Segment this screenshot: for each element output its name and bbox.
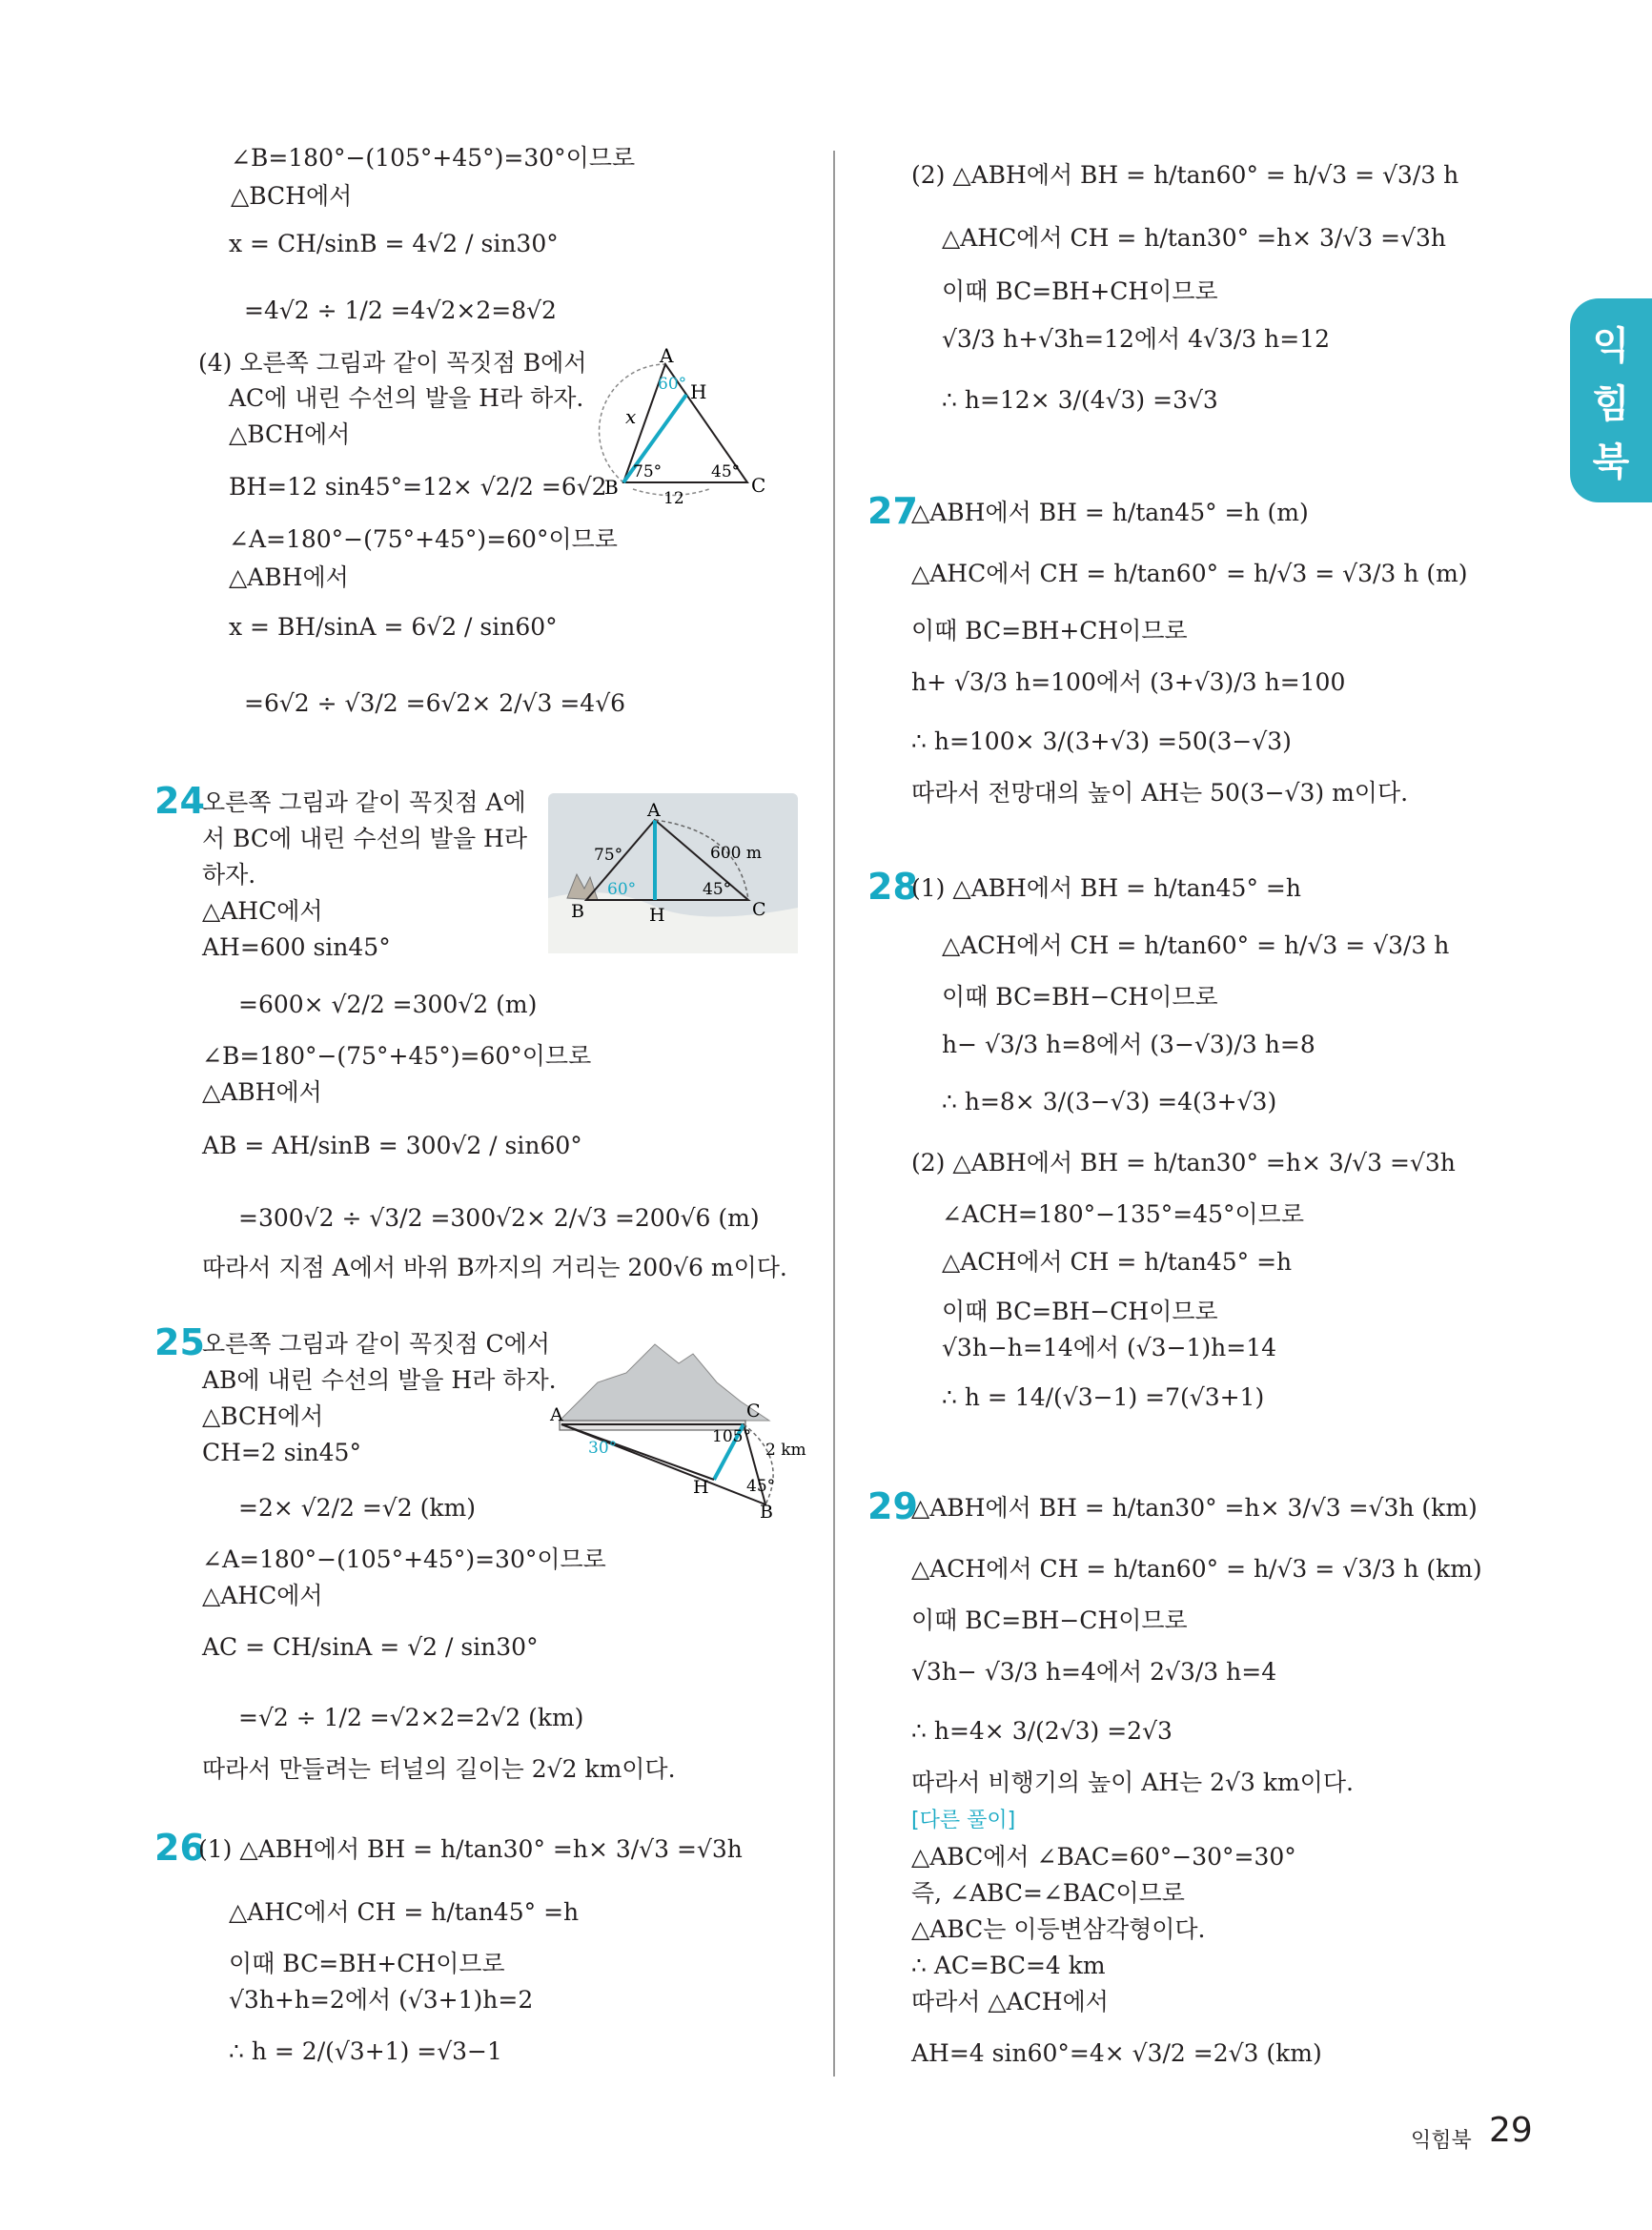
text-line: AH=4 sin60°=4× √3/2 =2√3 (km) — [911, 2039, 1322, 2067]
text-line: 이때 BC=BH−CH이므로 — [911, 1606, 1188, 1634]
text-line: AB에 내린 수선의 발을 H라 하자. — [202, 1366, 557, 1394]
column-divider — [833, 151, 835, 2077]
vertex-label: H — [690, 380, 707, 403]
text-line: ∴ h = 14/(√3−1) =7(√3+1) — [942, 1383, 1265, 1411]
footer-label: 익힘북 — [1411, 2129, 1472, 2153]
text-line: △ABH에서 — [202, 1078, 322, 1106]
text-line: =6√2 ÷ √3/2 =6√2× 2/√3 =4√6 — [244, 689, 626, 717]
text-line: √3/3 h+√3h=12에서 4√3/3 h=12 — [942, 325, 1330, 353]
text-line: △ABH에서 BH = h/tan45° =h (m) — [911, 499, 1309, 526]
text-line: △ABC는 이등변삼각형이다. — [911, 1915, 1206, 1943]
side-tab-char: 북 — [1592, 440, 1630, 484]
text-line: △AHC에서 — [202, 897, 323, 925]
side-tab-char: 익 — [1592, 323, 1630, 368]
vertex-label: B — [571, 901, 584, 922]
text-line: =2× √2/2 =√2 (km) — [238, 1494, 476, 1522]
vertex-label: C — [752, 899, 766, 920]
page-number: 29 — [1489, 2111, 1533, 2150]
problem-number: 25 — [154, 1321, 205, 1363]
text-line: ∴ AC=BC=4 km — [911, 1952, 1106, 1979]
angle-label: 30° — [588, 1439, 618, 1458]
text-line: ∴ h=12× 3/(4√3) =3√3 — [942, 386, 1218, 414]
coast-figure-24 — [548, 793, 798, 953]
text-line: ∠A=180°−(105°+45°)=30°이므로 — [202, 1545, 606, 1573]
angle-label: 60° — [658, 375, 687, 394]
text-line: AB = AH/sinB = 300√2 / sin60° — [202, 1132, 582, 1159]
text-line: BH=12 sin45°=12× √2/2 =6√2 — [229, 473, 607, 501]
text-line: △ABH에서 BH = h/tan30° =h× 3/√3 =√3h (km) — [911, 1494, 1478, 1522]
text-line: AC = CH/sinA = √2 / sin30° — [202, 1633, 539, 1661]
text-line: (1) △ABH에서 BH = h/tan30° =h× 3/√3 =√3h — [198, 1835, 743, 1863]
angle-label: 105° — [712, 1427, 751, 1446]
text-line: △AHC에서 CH = h/tan30° =h× 3/√3 =√3h — [942, 224, 1447, 252]
text-line: 따라서 지점 A에서 바위 B까지의 거리는 200√6 m이다. — [202, 1254, 787, 1281]
text-line: 따라서 비행기의 높이 AH는 2√3 km이다. — [911, 1769, 1354, 1796]
text-line: 즉, ∠ABC=∠BAC이므로 — [911, 1879, 1185, 1907]
text-line: ∴ h = 2/(√3+1) =√3−1 — [229, 2037, 502, 2065]
text-line: ∠ACH=180°−135°=45°이므로 — [942, 1200, 1304, 1228]
text-line: AC에 내린 수선의 발을 H라 하자. — [229, 384, 584, 412]
text-line: =4√2 ÷ 1/2 =4√2×2=8√2 — [244, 297, 557, 324]
triangle-figure-23 — [604, 344, 785, 508]
text-line: 서 BC에 내린 수선의 발을 H라 — [202, 825, 528, 852]
text-line: ∴ h=8× 3/(3−√3) =4(3+√3) — [942, 1088, 1277, 1115]
text-line: (2) △ABH에서 BH = h/tan30° =h× 3/√3 =√3h — [911, 1149, 1456, 1176]
text-line: 이때 BC=BH+CH이므로 — [942, 277, 1218, 305]
vertex-label: C — [746, 1401, 761, 1422]
side-tab — [1570, 298, 1652, 502]
text-line: CH=2 sin45° — [202, 1439, 361, 1466]
text-line: ∠B=180°−(105°+45°)=30°이므로 — [231, 144, 636, 172]
angle-label: 45° — [746, 1477, 776, 1496]
problem-number: 29 — [867, 1485, 918, 1527]
text-line: x = CH/sinB = 4√2 / sin30° — [229, 230, 559, 257]
text-line: (4) 오른쪽 그림과 같이 꼭짓점 B에서 — [198, 349, 587, 377]
text-line: AH=600 sin45° — [202, 933, 391, 961]
text-line: x = BH/sinA = 6√2 / sin60° — [229, 613, 558, 641]
text-line: 이때 BC=BH−CH이므로 — [942, 983, 1218, 1011]
text-line: √3h+h=2에서 (√3+1)h=2 — [229, 1986, 534, 2014]
side-label: x — [625, 405, 637, 428]
text-line: △ABH에서 — [229, 563, 349, 591]
vertex-label: A — [660, 344, 674, 367]
side-tab-char: 힘 — [1592, 381, 1630, 426]
text-line: ∴ h=4× 3/(2√3) =2√3 — [911, 1717, 1173, 1745]
text-line: 따라서 전망대의 높이 AH는 50(3−√3) m이다. — [911, 779, 1409, 807]
alt-solution-label: [다른 풀이] — [911, 1809, 1016, 1832]
text-line: 이때 BC=BH+CH이므로 — [911, 617, 1188, 644]
angle-label: 75° — [633, 462, 663, 481]
vertex-label: A — [647, 800, 661, 821]
text-line: △AHC에서 CH = h/tan60° = h/√3 = √3/3 h (m) — [911, 560, 1468, 587]
text-line: h− √3/3 h=8에서 (3−√3)/3 h=8 — [942, 1031, 1315, 1058]
text-line: 오른쪽 그림과 같이 꼭짓점 A에 — [202, 788, 526, 816]
angle-label: 45° — [711, 462, 741, 481]
text-line: △AHC에서 CH = h/tan45° =h — [229, 1898, 580, 1926]
vertex-label: B — [760, 1502, 773, 1523]
text-line: 따라서 만들려는 터널의 길이는 2√2 km이다. — [202, 1755, 676, 1783]
problem-number: 24 — [154, 780, 205, 822]
text-line: 오른쪽 그림과 같이 꼭짓점 C에서 — [202, 1330, 550, 1358]
text-line: =√2 ÷ 1/2 =√2×2=2√2 (km) — [238, 1704, 584, 1731]
text-line: ∠A=180°−(75°+45°)=60°이므로 — [229, 525, 618, 553]
text-line: △BCH에서 — [202, 1402, 324, 1430]
vertex-label: H — [649, 905, 665, 926]
angle-label: 75° — [594, 846, 623, 865]
text-line: ∴ h=100× 3/(3+√3) =50(3−√3) — [911, 727, 1292, 755]
text-line: 이때 BC=BH+CH이므로 — [229, 1950, 505, 1977]
text-line: 하자. — [202, 861, 256, 889]
text-line: △ABC에서 ∠BAC=60°−30°=30° — [911, 1843, 1296, 1871]
side-label: 600 m — [710, 844, 762, 863]
tunnel-figure-25 — [550, 1335, 806, 1523]
angle-label: 45° — [703, 880, 732, 899]
vertex-label: B — [604, 476, 619, 499]
text-line: h+ √3/3 h=100에서 (3+√3)/3 h=100 — [911, 668, 1346, 696]
text-line: △BCH에서 — [229, 420, 351, 448]
text-line: 이때 BC=BH−CH이므로 — [942, 1298, 1218, 1325]
problem-number: 28 — [867, 866, 918, 908]
text-line: ∠B=180°−(75°+45°)=60°이므로 — [202, 1042, 592, 1070]
text-line: 따라서 △ACH에서 — [911, 1988, 1109, 2015]
text-line: =300√2 ÷ √3/2 =300√2× 2/√3 =200√6 (m) — [238, 1204, 760, 1232]
text-line: △ACH에서 CH = h/tan60° = h/√3 = √3/3 h — [942, 931, 1450, 959]
text-line: =600× √2/2 =300√2 (m) — [238, 991, 538, 1018]
vertex-label: A — [550, 1404, 563, 1425]
text-line: (2) △ABH에서 BH = h/tan60° = h/√3 = √3/3 h — [911, 161, 1459, 189]
problem-number: 27 — [867, 490, 918, 532]
text-line: (1) △ABH에서 BH = h/tan45° =h — [911, 874, 1301, 902]
vertex-label: C — [751, 474, 766, 497]
text-line: √3h−h=14에서 (√3−1)h=14 — [942, 1334, 1277, 1361]
problem-number: 26 — [154, 1827, 205, 1869]
text-line: △ACH에서 CH = h/tan45° =h — [942, 1248, 1293, 1276]
side-label: 2 km — [765, 1441, 806, 1460]
side-label: 12 — [663, 489, 684, 508]
text-line: △AHC에서 — [202, 1582, 323, 1609]
angle-label: 60° — [607, 880, 637, 899]
text-line: △ACH에서 CH = h/tan60° = h/√3 = √3/3 h (km) — [911, 1555, 1482, 1583]
text-line: △BCH에서 — [231, 182, 353, 210]
vertex-label: H — [693, 1477, 709, 1498]
text-line: √3h− √3/3 h=4에서 2√3/3 h=4 — [911, 1658, 1277, 1686]
